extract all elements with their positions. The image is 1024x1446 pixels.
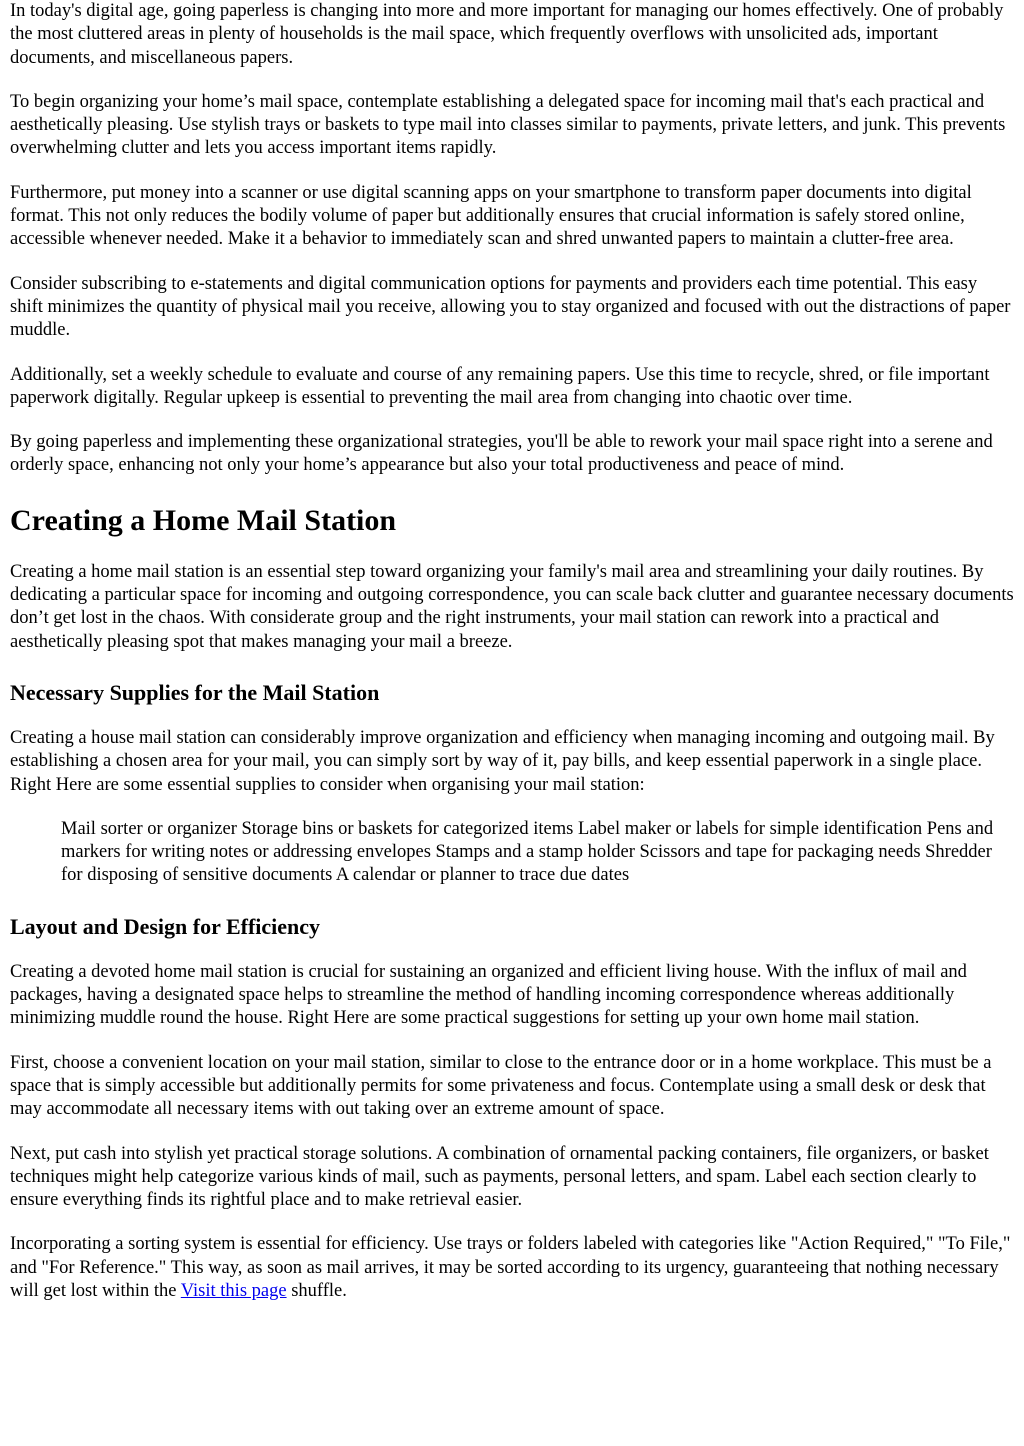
intro-paragraph-2: To begin organizing your home’s mail space, contemplate establishing a delegated space for incoming mail that's each practical and aesthetically pleasing. Use stylish trays or baskets to type mail into classes similar to payments, private letters, and junk. This prevents overwhelming clutter and lets you access important items rapidly.: [10, 91, 1006, 159]
layout-paragraph-4-tail: shuffle.: [286, 1280, 347, 1301]
layout-paragraph-1: Creating a devoted home mail station is crucial for sustaining an organized and efficient living house. With the influx of mail and packages, having a designated space helps to streamline the method of handling incoming correspondence whereas additionally minimizing muddle round the house. Right Here are some practical suggestions for setting up your own home mail station.: [10, 961, 967, 1029]
intro-paragraph-6: By going paperless and implementing these organizational strategies, you'll be able to rework your mail space right into a serene and orderly space, enhancing not only your home’s appearance but also your total productiveness and peace of mind.: [10, 432, 993, 476]
layout-paragraph-4-text: Incorporating a sorting system is essential for efficiency. Use trays or folders labeled with categories like "Action Required," "To File," and "For Reference." This way, as soon as mail arrives, it may be sorted according to its urgency, guaranteeing that nothing necessary will get lost within the: [10, 1234, 1011, 1301]
heading-home-mail-station: Creating a Home Mail Station: [10, 503, 397, 537]
supplies-paragraph: Creating a house mail station can considerably improve organization and efficiency when managing incoming and outgoing mail. By establishing a chosen area for your mail, you can simply sort by way of it, pay bills, and keep essential paperwork in a single place. Right Here are some essential supplies to consider when organising your mail station:: [10, 727, 995, 795]
intro-paragraph-4: Consider subscribing to e-statements and digital communication options for payments and providers each time potential. This easy shift minimizes the quantity of physical mail you receive, allowing you to stay organized and focused with out the distractions of paper muddle.: [10, 273, 1011, 341]
heading-necessary-supplies: Necessary Supplies for the Mail Station: [10, 679, 380, 705]
layout-paragraph-3: Next, put cash into stylish yet practical storage solutions. A combination of ornamental packing containers, file organizers, or basket techniques might help categorize various kinds of mail, such as payments, personal letters, and spam. Label each section clearly to ensure everything finds its rightful place and to make retrieval easier.: [10, 1143, 989, 1211]
intro-paragraph-3: Furthermore, put money into a scanner or use digital scanning apps on your smartphone to transform paper documents into digital format. This not only reduces the bodily volume of paper but additionally ensures that crucial information is safely stored online, accessible whenever needed. Make it a behavior to immediately scan and shred unwanted papers to maintain a clutter-free area.: [10, 182, 972, 250]
heading-layout-design: Layout and Design for Efficiency: [10, 913, 321, 939]
supplies-list-quote: Mail sorter or organizer Storage bins or baskets for categorized items Label maker or labels for simple identification Pens and markers for writing notes or addressing envelopes Stamps and a stamp holder Scissors and tape for packaging needs Shredder for disposing of sensitive documents A calendar or planner to trace due dates: [61, 818, 994, 886]
intro-paragraph-1: In today's digital age, going paperless is changing into more and more important for managing our homes effectively. One of probably the most cluttered areas in plenty of households is the mail space, which frequently overflows with unsolicited ads, important documents, and miscellaneous papers.: [10, 1, 1004, 68]
intro-paragraph-5: Additionally, set a weekly schedule to evaluate and course of any remaining papers. Use this time to recycle, shred, or file important paperwork digitally. Regular upkeep is essential to preventing the mail area from changing into chaotic over time.: [10, 364, 990, 408]
layout-paragraph-4: [10, 1233, 1014, 1303]
layout-paragraph-2: First, choose a convenient location on your mail station, similar to close to the entrance door or in a home workplace. This must be a space that is simply accessible but additionally permits for some privateness and focus. Contemplate using a small desk or desk that may accommodate all necessary items with out taking over an extreme amount of space.: [10, 1052, 992, 1120]
mail-station-paragraph: Creating a home mail station is an essential step toward organizing your family's mail area and streamlining your daily routines. By dedicating a particular space for incoming and outgoing correspondence, you can scale back clutter and guarantee necessary documents don’t get lost in the chaos. With considerate group and the right instruments, your mail station can rework into a practical and aesthetically pleasing spot that makes managing your mail a breeze.: [10, 561, 1014, 652]
visit-page-link[interactable]: Visit this page: [180, 1280, 287, 1301]
